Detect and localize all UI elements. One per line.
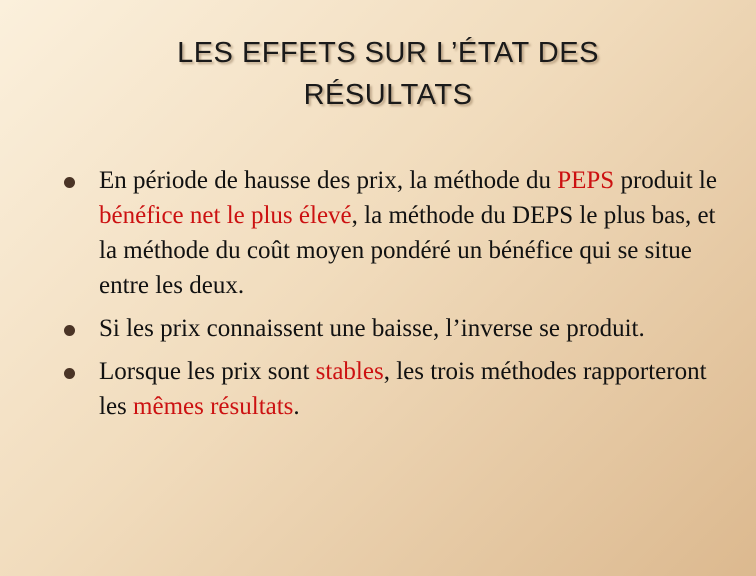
bullet-text: , la méthode du DEPS le plus bas, et la méthode du coût moyen pondéré un bénéfice qui se situe entre les deux. — [99, 202, 716, 299]
bullet-text: , les trois méthodes rapporteront les — [99, 358, 707, 420]
bullet-item-price-decrease — [0, 311, 730, 346]
bullet-list — [0, 163, 730, 432]
highlight-highest-net-profit: bénéfice net le plus élevé — [99, 202, 352, 229]
bullet-text: . — [293, 393, 300, 420]
highlight-stable: stables — [315, 358, 384, 385]
bullet-text: produit le — [614, 167, 717, 194]
bullet-dot-icon — [64, 368, 75, 379]
highlight-same-results: mêmes résultats — [133, 393, 294, 420]
bullet-dot-icon — [64, 177, 75, 188]
slide-title — [60, 32, 716, 116]
title-line-1: LES EFFETS SUR L’ÉTAT DES — [177, 37, 599, 69]
bullet-dot-icon — [64, 325, 75, 336]
bullet-text: En période de hausse des prix, la méthode du — [99, 167, 558, 194]
bullet-item-price-increase — [0, 163, 730, 303]
bullet-text: Lorsque les prix sont — [99, 358, 316, 385]
bullet-item-stable-prices — [0, 354, 730, 424]
bullet-text: Si les prix connaissent une baisse, l’inverse se produit. — [99, 315, 645, 342]
highlight-peps: PEPS — [557, 167, 615, 194]
title-line-2: RÉSULTATS — [303, 79, 473, 111]
